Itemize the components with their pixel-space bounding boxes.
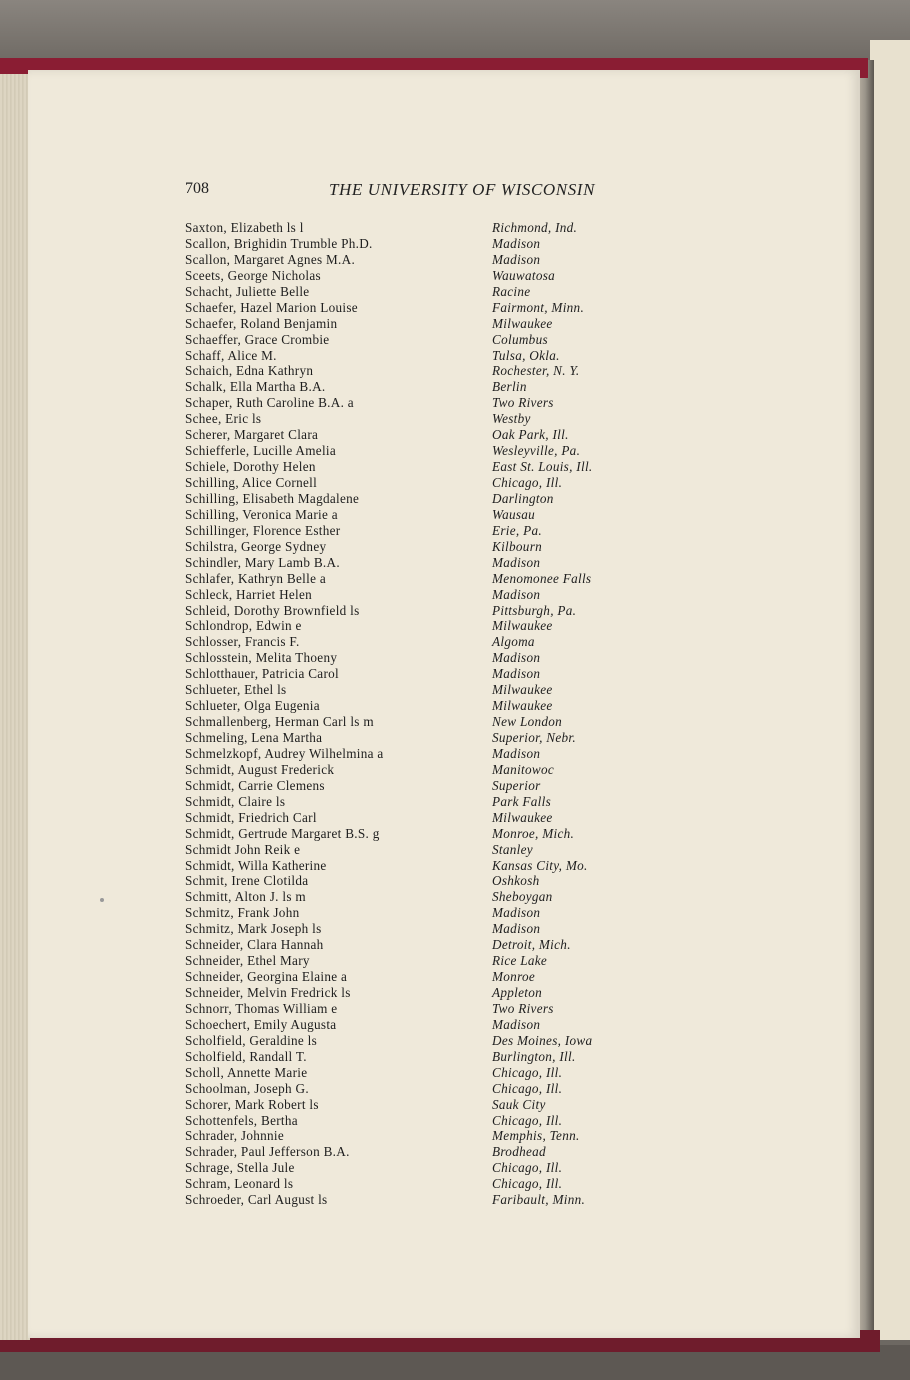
entry-place: Chicago, Ill.	[492, 1112, 563, 1128]
list-item	[185, 969, 655, 985]
entry-name: Schmallenberg, Herman Carl ls m	[185, 714, 374, 730]
entry-place: Tulsa, Okla.	[492, 347, 560, 363]
entry-place: Wesleyville, Pa.	[492, 443, 581, 459]
entry-place: Sheboygan	[492, 889, 553, 905]
entry-place: Chicago, Ill.	[492, 1160, 563, 1176]
entry-place: Chicago, Ill.	[492, 1176, 563, 1192]
entry-place: Darlington	[492, 490, 554, 506]
entry-name: Scallon, Margaret Agnes M.A.	[185, 251, 356, 267]
entry-place: Erie, Pa.	[492, 522, 542, 538]
list-item	[185, 762, 655, 778]
list-item	[185, 1176, 655, 1192]
entry-place: Stanley	[492, 841, 533, 857]
entry-name: Schalk, Ella Martha B.A.	[185, 379, 326, 395]
entry-name: Schmidt, Friedrich Carl	[185, 809, 317, 825]
entry-name: Schneider, Ethel Mary	[185, 953, 310, 969]
list-item	[185, 268, 655, 284]
list-item	[185, 555, 655, 571]
entry-name: Schilstra, George Sydney	[185, 538, 327, 554]
list-item	[185, 587, 655, 603]
entry-place: Kansas City, Mo.	[492, 857, 588, 873]
list-item	[185, 1001, 655, 1017]
next-page-edge	[870, 40, 910, 1340]
entry-place: Madison	[492, 666, 541, 682]
list-item	[185, 300, 655, 316]
entry-place: Oak Park, Ill.	[492, 427, 569, 443]
list-item	[185, 252, 655, 268]
entry-name: Schneider, Melvin Fredrick ls	[185, 985, 351, 1000]
list-item	[185, 618, 655, 634]
entry-place: Milwaukee	[492, 698, 553, 714]
entry-name: Schee, Eric ls	[185, 411, 262, 427]
page-edges	[0, 74, 30, 1340]
list-item	[185, 284, 655, 300]
entry-place: Rochester, N. Y.	[492, 363, 580, 379]
entry-name: Schmit, Irene Clotilda	[185, 873, 309, 889]
entry-name: Schrage, Stella Jule	[185, 1160, 295, 1176]
entry-name: Schnorr, Thomas William e	[185, 1000, 338, 1016]
entry-name: Schiefferle, Lucille Amelia	[185, 443, 337, 459]
entry-place: Milwaukee	[492, 682, 553, 698]
list-item	[185, 1033, 655, 1049]
list-item	[185, 507, 655, 523]
list-item	[185, 826, 655, 842]
list-item	[185, 491, 655, 507]
list-item	[185, 411, 655, 427]
entry-place: Madison	[492, 921, 541, 937]
list-item	[185, 810, 655, 826]
entry-name: Schram, Leonard ls	[185, 1176, 294, 1192]
list-item	[185, 332, 655, 348]
list-item	[185, 842, 655, 858]
entry-place: Rice Lake	[492, 953, 548, 969]
entry-place: Brodhead	[492, 1144, 546, 1160]
entry-place: Berlin	[492, 379, 527, 395]
list-item	[185, 379, 655, 395]
list-item	[185, 571, 655, 587]
list-item	[185, 873, 655, 889]
list-item	[185, 1192, 655, 1208]
list-item	[185, 650, 655, 666]
entry-place: Madison	[492, 905, 541, 921]
entry-name: Schoechert, Emily Augusta	[185, 1016, 337, 1032]
entry-name: Scholl, Annette Marie	[185, 1064, 308, 1080]
entry-name: Sceets, George Nicholas	[185, 267, 321, 283]
entry-place: Wausau	[492, 506, 536, 522]
list-item	[185, 937, 655, 953]
entry-place: Madison	[492, 586, 541, 602]
entry-place: Madison	[492, 745, 541, 761]
list-item	[185, 905, 655, 921]
list-item	[185, 953, 655, 969]
list-item	[185, 746, 655, 762]
list-item	[185, 666, 655, 682]
entry-name: Schiele, Dorothy Helen	[185, 459, 316, 475]
entry-place: Two Rivers	[492, 1000, 554, 1016]
entry-name: Schroeder, Carl August ls	[185, 1192, 328, 1208]
entry-place: Madison	[492, 650, 541, 666]
entry-place: Two Rivers	[492, 395, 554, 411]
paper-speck	[100, 898, 104, 902]
page-number: 708	[185, 180, 209, 197]
list-item	[185, 316, 655, 332]
list-item	[185, 730, 655, 746]
entry-place: Monroe, Mich.	[492, 825, 575, 841]
list-item	[185, 395, 655, 411]
list-item	[185, 858, 655, 874]
list-item	[185, 603, 655, 619]
entry-name: Saxton, Elizabeth ls l	[185, 220, 304, 235]
entry-place: Fairmont, Minn.	[492, 299, 585, 315]
entry-name: Schrader, Paul Jefferson B.A.	[185, 1144, 350, 1160]
entry-name: Schmidt John Reik e	[185, 841, 301, 857]
list-item	[185, 220, 655, 236]
entry-name: Schlosser, Francis F.	[185, 634, 300, 650]
entry-place: Superior	[492, 777, 541, 793]
entry-name: Schmidt, Carrie Clemens	[185, 777, 325, 793]
entry-place: Faribault, Minn.	[492, 1192, 586, 1208]
entry-place: Manitowoc	[492, 761, 555, 777]
directory-list	[185, 220, 655, 1208]
entry-name: Scallon, Brighidin Trumble Ph.D.	[185, 235, 373, 251]
entry-name: Schillinger, Florence Esther	[185, 522, 341, 538]
list-item	[185, 236, 655, 252]
entry-place: New London	[492, 714, 563, 730]
entry-place: Burlington, Ill.	[492, 1048, 576, 1064]
list-item	[185, 1017, 655, 1033]
list-item	[185, 475, 655, 491]
entry-place: Des Moines, Iowa	[492, 1032, 593, 1048]
list-item	[185, 1081, 655, 1097]
entry-place: Sauk City	[492, 1096, 546, 1112]
entry-place: Oshkosh	[492, 873, 540, 889]
list-item	[185, 1097, 655, 1113]
list-item	[185, 1128, 655, 1144]
list-item	[185, 427, 655, 443]
entry-place: Racine	[492, 283, 531, 299]
entry-place: Park Falls	[492, 793, 552, 809]
entry-name: Schmitz, Frank John	[185, 905, 300, 921]
entry-name: Schaff, Alice M.	[185, 347, 277, 363]
entry-place: Chicago, Ill.	[492, 1080, 563, 1096]
entry-name: Schlueter, Ethel ls	[185, 682, 287, 698]
entry-place: Madison	[492, 554, 541, 570]
entry-place: Madison	[492, 235, 541, 251]
entry-name: Schleck, Harriet Helen	[185, 586, 313, 602]
list-item	[185, 634, 655, 650]
entry-place: Richmond, Ind.	[492, 220, 578, 235]
list-item	[185, 985, 655, 1001]
entry-name: Schaefer, Hazel Marion Louise	[185, 299, 358, 315]
entry-name: Schmidt, Willa Katherine	[185, 857, 327, 873]
entry-name: Schilling, Alice Cornell	[185, 475, 318, 490]
entry-place: East St. Louis, Ill.	[492, 459, 593, 475]
entry-name: Schaefer, Roland Benjamin	[185, 315, 338, 331]
entry-name: Schlosstein, Melita Thoeny	[185, 650, 338, 666]
list-item	[185, 1065, 655, 1081]
list-item	[185, 443, 655, 459]
entry-name: Schmidt, Claire ls	[185, 793, 286, 809]
entry-place: Madison	[492, 251, 541, 267]
list-item	[185, 682, 655, 698]
entry-place: Milwaukee	[492, 809, 553, 825]
running-title: THE UNIVERSITY OF WISCONSIN	[329, 180, 596, 199]
entry-place: Milwaukee	[492, 315, 553, 331]
entry-place: Menomonee Falls	[492, 570, 592, 586]
entry-name: Schmelzkopf, Audrey Wilhelmina a	[185, 745, 384, 761]
entry-place: Pittsburgh, Pa.	[492, 602, 577, 618]
entry-name: Schneider, Clara Hannah	[185, 937, 324, 953]
entry-name: Schilling, Veronica Marie a	[185, 506, 338, 522]
list-item	[185, 921, 655, 937]
entry-name: Schindler, Mary Lamb B.A.	[185, 554, 340, 570]
entry-place: Chicago, Ill.	[492, 1064, 563, 1080]
list-item	[185, 714, 655, 730]
entry-name: Schoolman, Joseph G.	[185, 1080, 309, 1096]
entry-place: Superior, Nebr.	[492, 730, 576, 745]
entry-place: Algoma	[492, 634, 535, 650]
entry-name: Scherer, Margaret Clara	[185, 427, 319, 443]
list-item	[185, 363, 655, 379]
entry-place: Columbus	[492, 331, 548, 347]
entry-name: Schaper, Ruth Caroline B.A. a	[185, 395, 354, 411]
list-item	[185, 698, 655, 714]
entry-name: Schilling, Elisabeth Magdalene	[185, 490, 360, 506]
list-item	[185, 1113, 655, 1129]
entry-name: Schmeling, Lena Martha	[185, 730, 323, 745]
list-item	[185, 794, 655, 810]
entry-place: Madison	[492, 1016, 541, 1032]
entry-name: Scholfield, Randall T.	[185, 1048, 307, 1064]
entry-place: Kilbourn	[492, 538, 543, 554]
entry-place: Monroe	[492, 969, 536, 985]
entry-name: Schlondrop, Edwin e	[185, 618, 302, 634]
list-item	[185, 1160, 655, 1176]
entry-name: Schottenfels, Bertha	[185, 1112, 298, 1128]
entry-name: Schmitt, Alton J. ls m	[185, 889, 306, 905]
entry-name: Schmidt, August Frederick	[185, 761, 335, 777]
list-item	[185, 778, 655, 794]
entry-place: Milwaukee	[492, 618, 553, 634]
list-item	[185, 1049, 655, 1065]
entry-name: Schlueter, Olga Eugenia	[185, 698, 320, 714]
entry-place: Westby	[492, 411, 531, 427]
list-item	[185, 348, 655, 364]
entry-name: Schaeffer, Grace Crombie	[185, 331, 330, 347]
entry-name: Schneider, Georgina Elaine a	[185, 969, 348, 985]
entry-name: Schleid, Dorothy Brownfield ls	[185, 602, 360, 618]
entry-place: Wauwatosa	[492, 267, 556, 283]
list-item	[185, 1144, 655, 1160]
entry-name: Scholfield, Geraldine ls	[185, 1032, 318, 1048]
entry-place: Detroit, Mich.	[492, 937, 571, 953]
entry-name: Schmitz, Mark Joseph ls	[185, 921, 322, 937]
list-item	[185, 523, 655, 539]
entry-name: Schlafer, Kathryn Belle a	[185, 570, 326, 586]
list-item	[185, 539, 655, 555]
entry-name: Schrader, Johnnie	[185, 1128, 285, 1144]
entry-name: Schmidt, Gertrude Margaret B.S. g	[185, 825, 380, 841]
entry-place: Appleton	[492, 985, 543, 1000]
list-item	[185, 459, 655, 475]
background-top	[0, 0, 910, 62]
entry-place: Memphis, Tenn.	[492, 1128, 580, 1144]
list-item	[185, 889, 655, 905]
entry-name: Schaich, Edna Kathryn	[185, 363, 314, 379]
entry-name: Schorer, Mark Robert ls	[185, 1096, 319, 1112]
page-header	[185, 180, 655, 204]
entry-name: Schlotthauer, Patricia Carol	[185, 666, 339, 682]
entry-place: Chicago, Ill.	[492, 475, 563, 490]
entry-name: Schacht, Juliette Belle	[185, 283, 310, 299]
